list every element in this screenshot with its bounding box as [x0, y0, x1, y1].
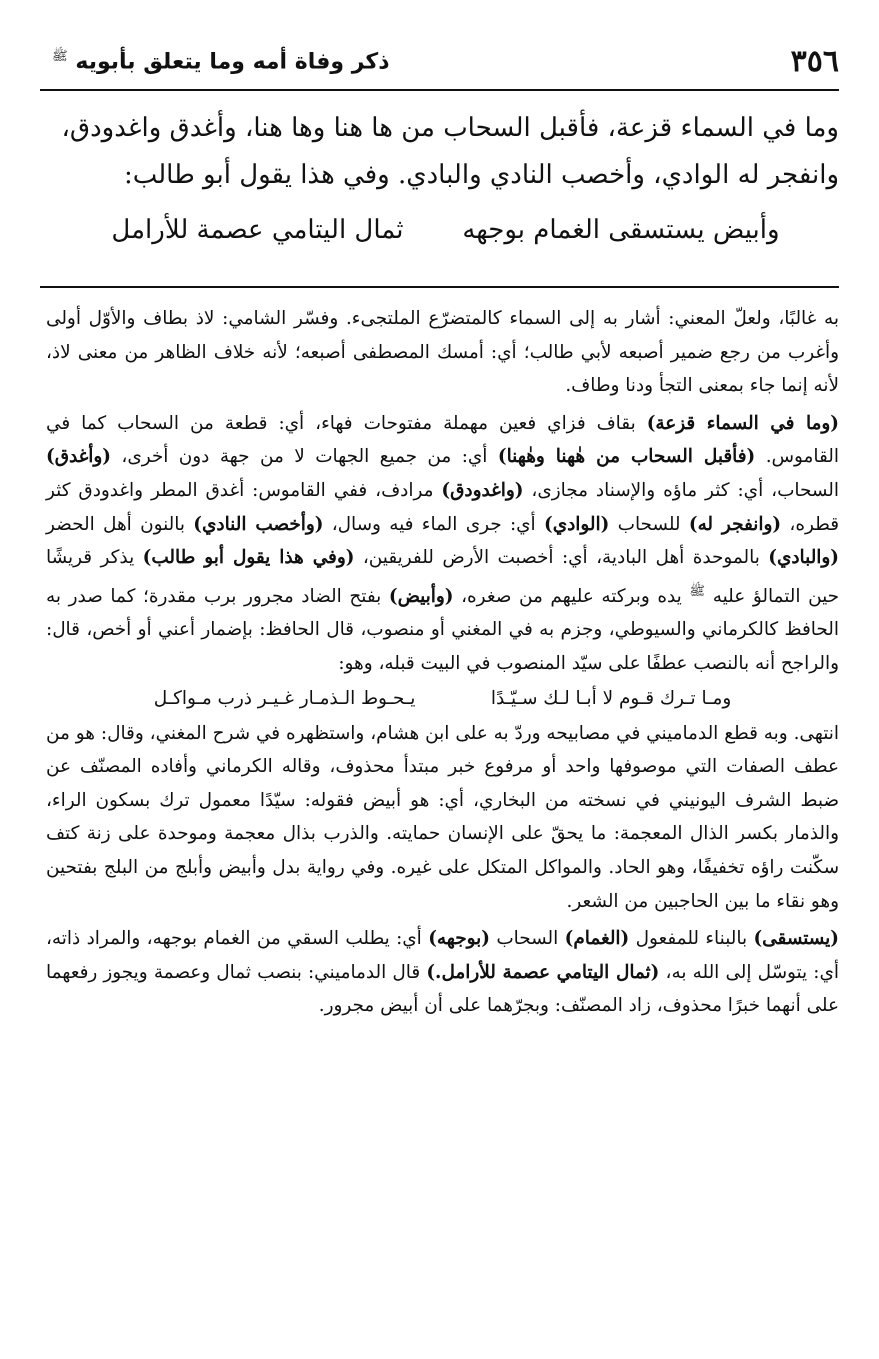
commentary-paragraph-4 [46, 922, 839, 1023]
lemma: (بوجهه) [428, 928, 490, 950]
gloss: بقاف فزاي فعين مهملة مفتوحات فهاء، أي: قطعة من السحاب كما في القاموس. [46, 412, 839, 468]
running-title [52, 48, 390, 74]
main-verse-second-hemistich: ثمال اليتامي عصمة للأرامل [111, 215, 404, 245]
lemma: (وأغدق) [46, 446, 111, 468]
honorific-symbol: ﷺ [689, 583, 706, 599]
lemma: (وأبيض) [388, 585, 454, 607]
lemma: (والبادي) [768, 547, 839, 569]
commentary-text [46, 302, 839, 1023]
page-number: ٣٥٦ [790, 43, 839, 79]
lemma: (ثمال اليتامي عصمة للأرامل.) [426, 961, 660, 983]
gloss: السحاب، أي: كثر ماؤه والإسناد مجازى، [523, 479, 839, 501]
gloss: أي: جرى الماء فيه وسال، [323, 513, 544, 535]
main-verse [52, 203, 839, 257]
lemma: (وأخصب النادي) [193, 513, 324, 535]
commentary-separator-rule [40, 286, 839, 288]
page-header [52, 38, 839, 84]
lemma: (الوادي) [544, 513, 610, 535]
commentary-paragraph-1: به غالبًا، ولعلّ المعني: أشار به إلى السماء كالمتضرّع الملتجىء. وفسّر الشامي: لاذ بطاف والأوّل أولى وأغرب من رجع ضمير أصبعه لأبي طالب؛ أي: أمسك المصطفى أصبعه؛ لأنه خلاف الظاهر من معنى لاذ، لأنه إنما جاء بمعنى التجأ ودنا وطاف. [46, 308, 839, 397]
lemma: (الغمام) [564, 928, 630, 950]
main-verse-first-hemistich: وأبيض يستسقى الغمام بوجهه [462, 215, 780, 245]
lemma: (وما في السماء قزعة) [646, 412, 839, 434]
gloss: يذكر قريشًا حين التمالؤ عليه [46, 547, 840, 607]
gloss: السحاب [489, 928, 565, 950]
commentary-paragraph-2 [46, 407, 839, 681]
commentary-paragraph-3: انتهى. وبه قطع الدماميني في مصابيحه وردّ به على ابن هشام، واستظهره في شرح المغني، وقال: هو من عطف الصفات التي موصوفها واحد أو مرفوع خبر مبتدأ محذوف، وقاله الكرماني وأفاده المصنّف عن ضبط الشرف اليونيني في نسخته من البخاري، أي: هو أبيض فقوله: سيّدًا معمول ترك بسكون الراء، والذمار بكسر الذال المعجمة: ما يحقّ على الإنسان حمايته. والذرب بذال معجمة وموحدة على زنة كتف سكّنت راؤه تخفيفًا، وهو الحاد. والمواكل المتكل على غيره. وفي رواية بدل وأبيض وأبلج من البلج بفتحين وهو نقاء ما بين الحاجبين من الشعر. [46, 722, 839, 912]
main-text [52, 105, 839, 257]
gloss: أي: يطلب السقي من الغمام بوجهه، والمراد ذاته، أي: يتوسّل إلى الله به، [46, 928, 839, 983]
header-rule [40, 89, 839, 91]
lemma: (وفي هذا يقول أبو طالب) [142, 547, 355, 569]
gloss: بفتح الضاد مجرور برب مقدرة؛ كما صدر به الحافظ كالكرماني والسيوطي، وجزم به في المغني أو منصوب، قال الحافظ: بإضمار أعني أو أخص، قال: والراجح أنه بالنصب عطفًا على سيّد المنصوب في البيت قبله، وهو: [46, 585, 839, 675]
lemma: (فأقبل السحاب من هٰهنا وهٰهنا) [497, 446, 756, 468]
gloss: أي: من جميع الجهات لا من جهة دون أخرى، [110, 446, 498, 468]
commentary-verse [46, 681, 839, 717]
lemma: (يستسقى) [753, 928, 839, 950]
honorific-symbol: ﷺ [52, 48, 68, 64]
main-line-1: وما في السماء قزعة، فأقبل السحاب من ها هنا وها هنا، وأغدق واغدودق، [61, 113, 839, 143]
gloss: بالنون أهل الحضر [46, 513, 194, 535]
main-line-2: وانفجر له الوادي، وأخصب النادي والبادي. وفي هذا يقول أبو طالب: [123, 160, 839, 190]
gloss: بالموحدة أهل البادية، أي: أخصبت الأرض للفريقين، [354, 547, 769, 569]
commentary-verse-second-hemistich: يـحـوط الـذمـار غـيـر ذرب مـواكـل [153, 687, 416, 709]
gloss: مرادف، ففي القاموس: أغدق المطر واغدودق كثر قطره، [46, 479, 839, 535]
commentary-verse-first-hemistich: ومـا تـرك قـوم لا أبـا لـك سـيّـدًا [490, 687, 732, 709]
gloss: للسحاب [609, 513, 689, 535]
gloss: يده وبركته عليهم من صغره، [453, 585, 690, 607]
lemma: (واغدودق) [441, 479, 524, 501]
lemma: (وانفجر له) [688, 513, 782, 535]
gloss: بالبناء للمفعول [629, 928, 754, 950]
running-title-text: ذكر وفاة أمه وما يتعلق بأبويه [75, 49, 390, 75]
gloss: قال الدماميني: بنصب ثمال وعصمة ويجوز رفعهما على أنهما خبرًا محذوف، زاد المصنّف: وبجرّهما على أن أبيض مجرور. [46, 961, 839, 1017]
